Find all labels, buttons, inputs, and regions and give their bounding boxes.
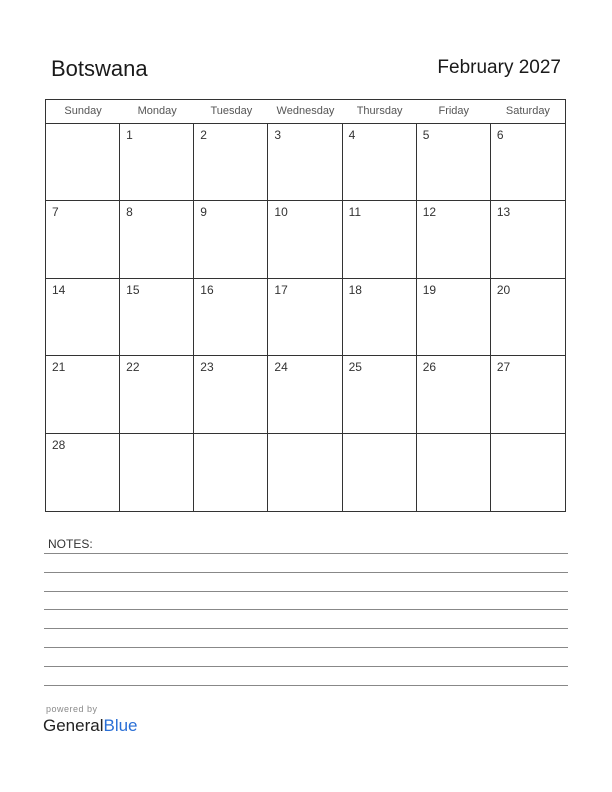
day-number: 27 — [496, 360, 511, 375]
day-cell — [343, 124, 417, 201]
day-cell — [268, 434, 342, 511]
day-cell — [120, 279, 194, 356]
notes-line — [44, 572, 568, 573]
day-cell — [120, 356, 194, 433]
day-cell — [120, 201, 194, 278]
day-number: 4 — [348, 128, 356, 142]
day-cell — [46, 124, 120, 201]
day-cell — [120, 434, 194, 511]
notes-label: NOTES: — [48, 537, 93, 551]
calendar-grid — [45, 99, 566, 512]
day-number: 24 — [274, 360, 288, 375]
day-number: 17 — [274, 282, 288, 297]
day-number: 28 — [52, 437, 66, 452]
day-cell — [120, 124, 194, 201]
notes-line — [44, 647, 568, 648]
day-cell — [491, 124, 565, 201]
notes-line — [44, 591, 568, 592]
day-number: 9 — [200, 205, 207, 220]
day-cell — [194, 356, 268, 433]
day-number: 6 — [496, 128, 504, 142]
day-cell — [268, 124, 342, 201]
day-cell — [491, 279, 565, 356]
day-number: 19 — [422, 282, 437, 297]
day-name-wednesday: Wednesday — [276, 105, 335, 117]
day-cell — [268, 356, 342, 433]
day-number: 26 — [422, 360, 437, 375]
day-number: 21 — [52, 360, 66, 375]
day-cell — [268, 279, 342, 356]
day-number: 12 — [422, 205, 437, 220]
country-title: Botswana — [51, 56, 148, 81]
brand-logo — [43, 716, 138, 736]
day-cell — [268, 201, 342, 278]
day-number: 18 — [348, 282, 362, 297]
day-cell — [417, 434, 491, 511]
day-number: 7 — [52, 205, 59, 220]
day-number: 13 — [496, 205, 511, 220]
day-name-saturday: Saturday — [505, 105, 550, 117]
day-cell — [343, 201, 417, 278]
day-number: 8 — [126, 205, 133, 220]
day-cell — [46, 201, 120, 278]
notes-line — [44, 666, 568, 667]
day-name-monday: Monday — [137, 105, 177, 117]
day-number: 10 — [274, 205, 288, 220]
notes-line — [44, 609, 568, 610]
day-number: 2 — [200, 128, 207, 142]
notes-line — [44, 628, 568, 629]
day-number: 5 — [422, 128, 430, 142]
day-cell — [46, 356, 120, 433]
day-cell — [194, 279, 268, 356]
day-name-tuesday: Tuesday — [210, 105, 253, 117]
day-number: 14 — [52, 282, 66, 297]
day-cell — [343, 279, 417, 356]
day-number: 16 — [200, 282, 214, 297]
day-cell — [491, 356, 565, 433]
day-name-friday: Friday — [438, 105, 470, 117]
day-number: 15 — [126, 282, 140, 297]
day-cell — [417, 356, 491, 433]
day-name-sunday: Sunday — [64, 105, 102, 117]
day-cell — [343, 356, 417, 433]
day-number: 22 — [126, 360, 140, 375]
powered-by-text: powered by — [46, 704, 98, 714]
weekday-header — [46, 100, 565, 124]
calendar-weeks — [46, 124, 565, 511]
day-number: 23 — [200, 360, 214, 375]
day-number: 25 — [348, 360, 362, 375]
day-cell — [343, 434, 417, 511]
day-number: 20 — [496, 282, 511, 297]
brand-name-blue: Blue — [103, 716, 138, 735]
notes-line — [44, 685, 568, 686]
day-number: 1 — [126, 128, 133, 142]
day-cell — [491, 434, 565, 511]
day-number: 11 — [348, 205, 362, 220]
day-cell — [417, 279, 491, 356]
day-cell — [194, 124, 268, 201]
day-cell — [417, 124, 491, 201]
day-cell — [46, 434, 120, 511]
day-number: 3 — [274, 128, 282, 142]
day-cell — [46, 279, 120, 356]
brand-name-general: General — [43, 716, 104, 735]
day-cell — [194, 434, 268, 511]
day-name-thursday: Thursday — [356, 105, 403, 117]
day-cell — [491, 201, 565, 278]
notes-line — [44, 553, 568, 554]
day-cell — [417, 201, 491, 278]
month-title: February 2027 — [437, 57, 561, 78]
day-cell — [194, 201, 268, 278]
